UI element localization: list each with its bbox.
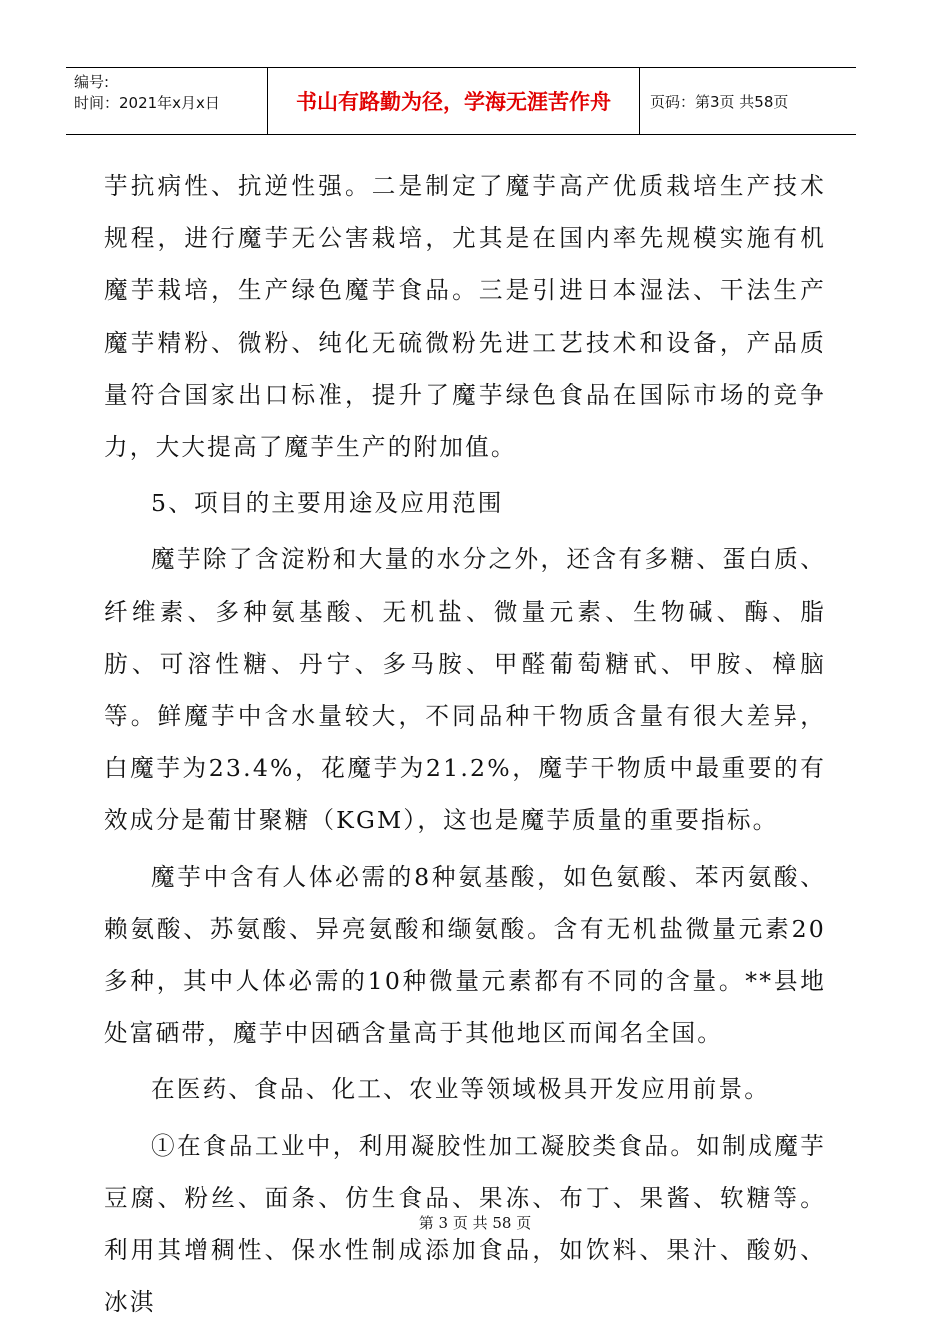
page-footer: 第 3 页 共 58 页 xyxy=(418,1214,532,1232)
header-page-code: 页码：第3页 共58页 xyxy=(650,92,789,111)
document-body xyxy=(104,160,826,1328)
paragraph: 在医药、食品、化工、农业等领域极具开发应用前景。 xyxy=(151,1075,771,1104)
paragraph: 魔芋中含有人体必需的8种氨基酸，如色氨酸、苯丙氨酸、赖氨酸、苏氨酸、异亮氨酸和缬氨酸。含有无机盐微量元素20多种，其中人体必需的10种微量元素都有不同的含量。**县地处富硒带，魔芋中因硒含量高于其他地区而闻名全国。 xyxy=(104,862,826,1048)
time-label: 时间：2021年x月x日 xyxy=(74,94,220,112)
section-heading: 5、项目的主要用途及应用范围 xyxy=(151,489,504,518)
paragraph: ①在食品工业中，利用凝胶性加工凝胶类食品。如制成魔芋豆腐、粉丝、面条、仿生食品、果冻、布丁、果酱、软糖等。利用其增稠性、保水性制成添加食品，如饮料、果汁、酸奶、冰淇 xyxy=(104,1131,826,1317)
header-meta xyxy=(66,68,268,134)
paragraph-continued: 芋抗病性、抗逆性强。二是制定了魔芋高产优质栽培生产技术规程，进行魔芋无公害栽培，尤其是在国内率先规模实施有机魔芋栽培，生产绿色魔芋食品。三是引进日本湿法、干法生产魔芋精粉、微粉、纯化无硫微粉先进工艺技术和设备，产品质量符合国家出口标准，提升了魔芋绿色食品在国际市场的竞争力，大大提高了魔芋生产的附加值。 xyxy=(104,172,826,462)
page-header xyxy=(66,67,856,135)
header-motto: 书山有路勤为径，学海无涯苦作舟 xyxy=(268,68,640,134)
serial-label: 编号: xyxy=(74,73,110,91)
paragraph: 魔芋除了含淀粉和大量的水分之外，还含有多糖、蛋白质、纤维素、多种氨基酸、无机盐、微量元素、生物碱、酶、脂肪、可溶性糖、丹宁、多马胺、甲醛葡萄糖甙、甲胺、樟脑等。鲜魔芋中含水量较大，不同品种干物质含量有很大差异，白魔芋为23.4%，花魔芋为21.2%，魔芋干物质中最重要的有效成分是葡甘聚糖（KGM），这也是魔芋质量的重要指标。 xyxy=(104,545,826,835)
